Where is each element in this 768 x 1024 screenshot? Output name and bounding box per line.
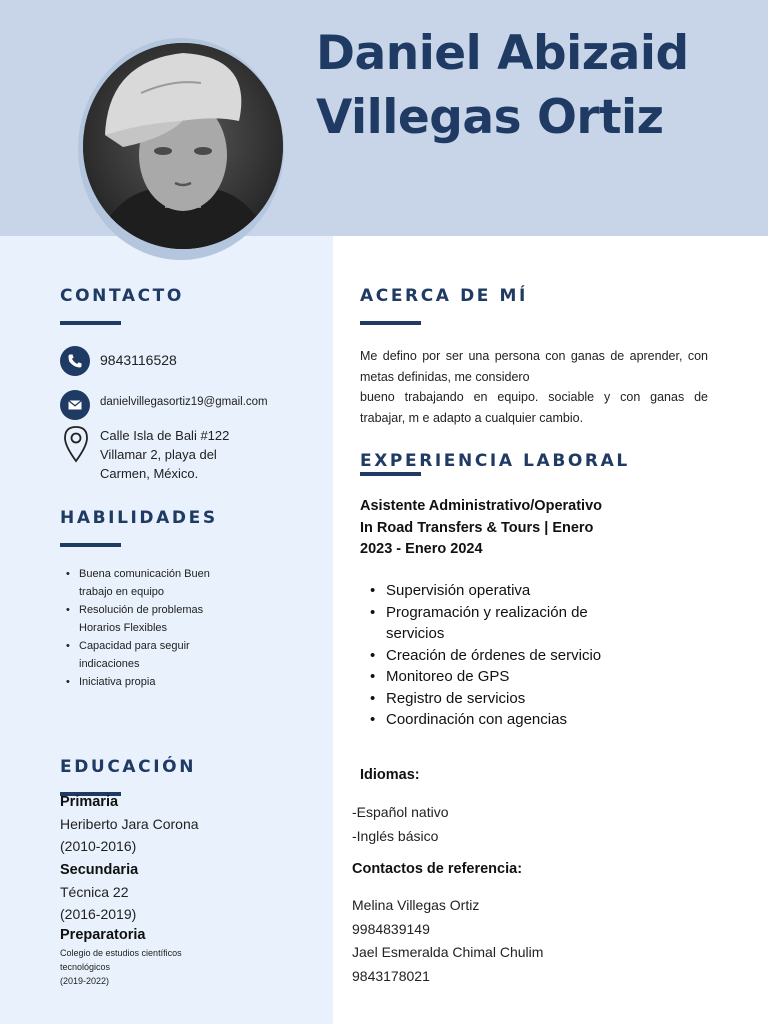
education-secundaria-label: Secundaria bbox=[60, 862, 139, 878]
address-line: Carmen, México. bbox=[100, 466, 199, 481]
duty-text: Coordinación con agencias bbox=[386, 711, 567, 728]
education-section-title: EDUCACIÓN bbox=[60, 757, 197, 777]
candidate-name bbox=[316, 22, 756, 150]
languages-title: Idiomas: bbox=[360, 767, 420, 783]
education-preparatoria-school-line: tecnológicos bbox=[60, 962, 111, 972]
duty-text: Monitoreo de GPS bbox=[386, 668, 510, 685]
references-title: Contactos de referencia: bbox=[352, 861, 523, 877]
languages-list bbox=[352, 801, 449, 848]
education-primaria-school: Heriberto Jara Corona bbox=[60, 816, 199, 832]
about-section-title: ACERCA DE MÍ bbox=[360, 286, 528, 306]
about-line: trabajar, m e adapto a cualquier cambio. bbox=[360, 410, 584, 425]
reference-line: Melina Villegas Ortiz bbox=[352, 897, 480, 913]
address bbox=[100, 426, 229, 483]
address-line: Calle Isla de Bali #122 bbox=[100, 428, 230, 443]
skill-text: Capacidad para seguir bbox=[79, 640, 190, 652]
reference-line: 9843178021 bbox=[352, 967, 430, 984]
skill-text: Horarios Flexibles bbox=[79, 622, 168, 634]
contact-title-rule bbox=[60, 321, 121, 325]
duty-text: Creación de órdenes de servicio bbox=[386, 646, 602, 664]
phone-icon bbox=[60, 346, 90, 376]
education-preparatoria-school bbox=[60, 946, 182, 988]
job-title-line: 2023 - Enero 2024 bbox=[360, 541, 483, 557]
about-title-rule bbox=[360, 321, 421, 325]
skills-list bbox=[62, 565, 232, 691]
email-icon bbox=[60, 390, 90, 420]
skill-text: indicaciones bbox=[79, 658, 140, 670]
list-item bbox=[370, 602, 630, 645]
skill-text: Resolución de problemas bbox=[79, 604, 204, 616]
duty-text: servicios bbox=[386, 625, 445, 642]
reference-line: Jael Esmeralda Chimal Chulim bbox=[352, 944, 544, 960]
job-title bbox=[360, 496, 660, 561]
address-line: Villamar 2, playa del bbox=[100, 447, 217, 462]
list-item bbox=[370, 688, 630, 710]
experience-title-rule bbox=[360, 472, 421, 476]
education-preparatoria-label: Preparatoria bbox=[60, 927, 146, 943]
list-item bbox=[370, 580, 630, 602]
list-item bbox=[62, 601, 232, 637]
references-list bbox=[352, 894, 543, 988]
duties-list bbox=[370, 580, 630, 731]
education-primaria-years: (2010-2016) bbox=[60, 838, 137, 854]
duty-text: Supervisión operativa bbox=[386, 582, 531, 599]
profile-photo bbox=[83, 43, 283, 249]
duty-text: Programación y realización de bbox=[386, 603, 588, 621]
education-secundaria-years: (2016-2019) bbox=[60, 906, 137, 922]
skills-title-rule bbox=[60, 543, 121, 547]
job-title-line: In Road Transfers & Tours | Enero bbox=[360, 519, 594, 536]
about-line: metas definidas, me considero bbox=[360, 369, 530, 384]
list-item bbox=[62, 673, 232, 691]
language-item: -Inglés básico bbox=[352, 827, 439, 844]
about-line: Me defino por ser una persona con ganas de aprender, con bbox=[360, 349, 708, 363]
list-item bbox=[370, 645, 630, 667]
job-title-line: Asistente Administrativo/Operativo bbox=[360, 498, 602, 514]
candidate-name-line1: Daniel Abizaid bbox=[316, 26, 689, 81]
about-paragraph bbox=[360, 346, 708, 428]
location-pin-icon bbox=[63, 425, 89, 463]
candidate-name-line2: Villegas Ortiz bbox=[316, 90, 664, 145]
education-preparatoria-years: (2019-2022) bbox=[60, 976, 110, 986]
skill-text: Iniciativa propia bbox=[79, 676, 156, 688]
list-item bbox=[62, 565, 232, 601]
experience-section-title: EXPERIENCIA LABORAL bbox=[360, 451, 630, 471]
list-item bbox=[370, 666, 630, 688]
about-line: bueno trabajando en equipo. sociable y con ganas de bbox=[360, 390, 708, 404]
language-item: -Español nativo bbox=[352, 804, 449, 820]
education-preparatoria-school-line: Colegio de estudios científicos bbox=[60, 948, 182, 958]
list-item bbox=[370, 709, 630, 731]
skill-text: trabajo en equipo bbox=[79, 586, 165, 598]
skill-text: Buena comunicación Buen bbox=[79, 568, 210, 580]
phone-number: 9843116528 bbox=[100, 352, 177, 368]
list-item bbox=[62, 637, 232, 673]
education-secundaria-school: Técnica 22 bbox=[60, 884, 129, 900]
skills-section-title: HABILIDADES bbox=[60, 508, 218, 528]
education-primaria-label: Primaria bbox=[60, 794, 119, 810]
reference-line: 9984839149 bbox=[352, 920, 430, 937]
email-address: danielvillegasortiz19@gmail.com bbox=[100, 396, 268, 408]
duty-text: Registro de servicios bbox=[386, 689, 526, 707]
contact-section-title: CONTACTO bbox=[60, 286, 184, 306]
